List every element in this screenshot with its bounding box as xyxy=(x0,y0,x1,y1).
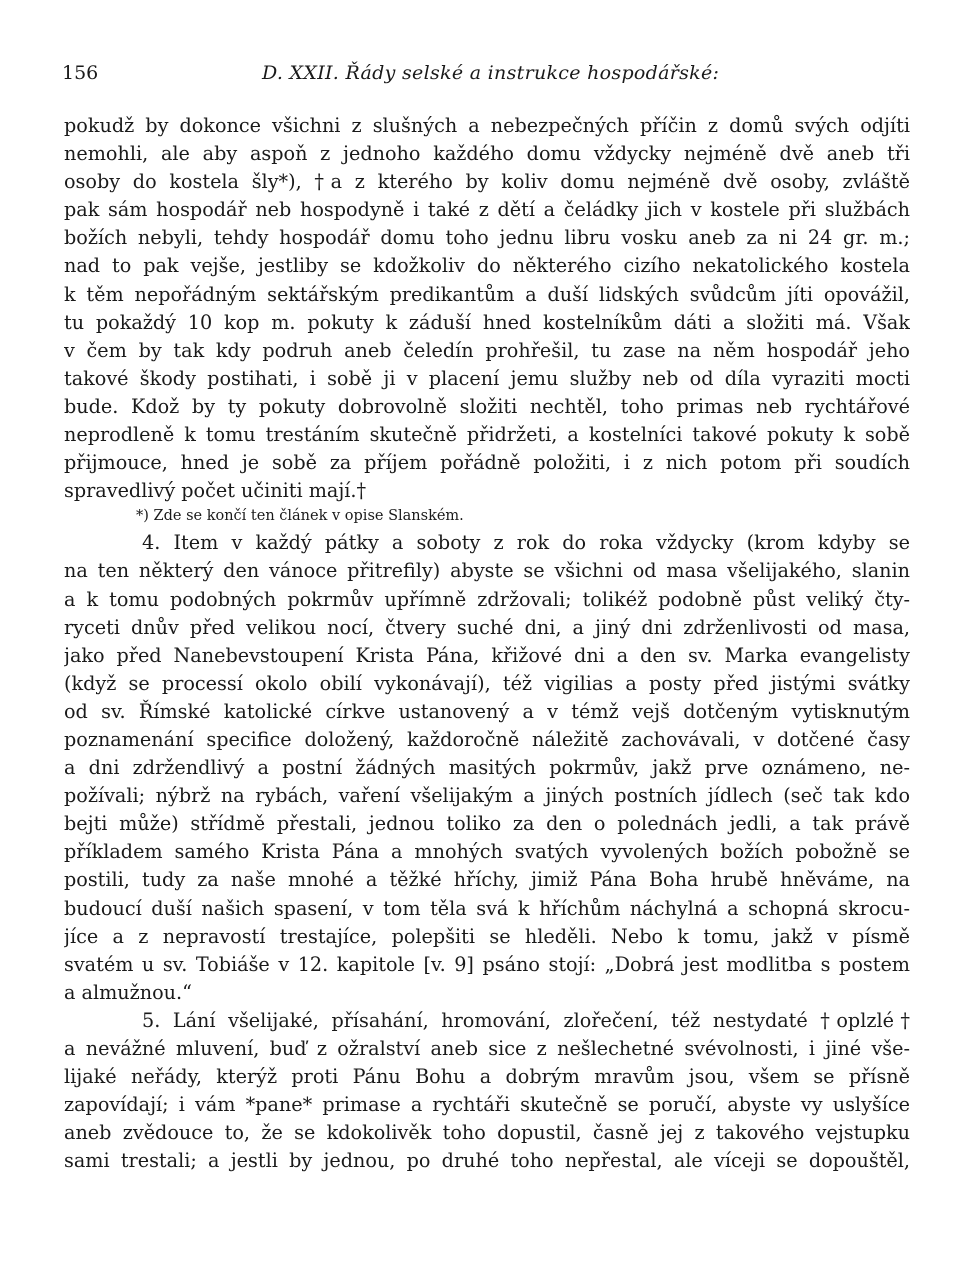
text-line: příkladem samého Krista Pána a mnohých svatých vyvolených božích pobožně se xyxy=(64,840,910,864)
footnote: *) Zde se končí ten článek v opise Slanském. xyxy=(136,508,464,525)
text-line: v čem by tak kdy podruh aneb čeledín prohřešil, tu zase na něm hospodář jeho xyxy=(64,338,910,362)
text-line: poznamenání specifice doložený, každoročně náležitě zachovávali, v dotčené časy xyxy=(64,727,910,751)
text-line: jako před Nanebevstoupení Krista Pána, křižové dni a den sv. Marka evangelisty xyxy=(64,643,910,667)
text-line: 4. Item v každý pátky a soboty z rok do roka vždycky (krom kdyby se xyxy=(142,531,910,555)
paragraph-4 xyxy=(64,529,910,1007)
text-line: pokudž by dokonce všichni z slušných a nebezpečných příčin z domů svých odjíti xyxy=(64,114,910,137)
text-line: od sv. Římské katolické církve ustanovený a v témž vejš dotčeným vytisknutým xyxy=(64,699,910,723)
text-line: postili, tudy za naše mnohé a těžké hříchy, jimiž Pána Boha hrubě hněváme, na xyxy=(64,868,910,892)
body-text xyxy=(64,112,910,1175)
text-line: požívali; nýbrž na rybách, vaření všelijakým a jiných postních jídlech (seč tak kdo xyxy=(64,784,910,808)
text-line: osoby do kostela šly*), †a z kterého by koliv domu nejméně dvě osoby, zvláště xyxy=(64,170,910,194)
text-line: a dni zdržendlivý a postní žádných masitých pokrmův, jakž prve oznámeno, ne- xyxy=(64,756,910,780)
page-number: 156 xyxy=(62,62,99,84)
text-line: nad to pak vejše, jestliby se kdožkoliv do některého cizího nekatolického kostela xyxy=(64,254,910,278)
text-line: neprodleně k tomu trestáním skutečně přidržeti, a kostelníci takové pokuty k sobě xyxy=(64,423,910,447)
text-line: bude. Kdož by ty pokuty dobrovolně složiti nechtěl, toho primas neb rychtářové xyxy=(64,394,910,418)
text-line: a almužnou.“ xyxy=(64,980,192,1004)
text-line: budoucí duší našich spasení, v tom těla svá k hříchům náchylná a schopná skrocu- xyxy=(64,896,910,920)
text-line: tu pokaždý 10 kop m. pokuty k záduší hned kostelníkům dáti a složiti má. Však xyxy=(64,310,910,334)
page-header xyxy=(62,62,908,92)
text-line: božích nebyli, tehdy hospodář domu toho jednu libru vosku aneb za ni 24 gr. m.; xyxy=(64,226,910,250)
text-line: nemohli, ale aby aspoň z jednoho každého domu vždycky nejméně dvě aneb tři xyxy=(64,142,910,166)
text-line: bejti může) střídmě přestali, jednou toliko za den o polednách jedli, a tak právě xyxy=(64,812,910,836)
text-line: 5. Lání všelijaké, přísahání, hromování, zlořečení, též nestydaté †oplzlé† xyxy=(142,1008,910,1032)
text-line: pak sám hospodář neb hospodyně i také z dětí a čeládky jich v kostele při službách xyxy=(64,198,910,222)
text-line: takové škody postihati, i sobě ji v placení jemu služby neb od díla vyraziti mocti xyxy=(64,366,910,390)
text-line: zapovídají; i vám *pane* primase a rychtáři skutečně se poručí, abyste vy uslyšíce xyxy=(64,1093,910,1117)
text-line: k těm nepořádným sektářským predikantům a duší lidských svůdcům jíti opovážil, xyxy=(64,282,910,306)
paragraph-1 xyxy=(64,112,910,505)
text-line: přijmouce, hned je sobě za příjem pořádně položiti, i z nich potom při soudích xyxy=(64,451,910,475)
text-line: a k tomu podobných pokrmův upřímně zdržovali; tolikéž podobně půst veliký čty- xyxy=(64,587,910,611)
text-line: (když se processí okolo obilí vykonávají), též vigilias a posty před jistými svátky xyxy=(64,671,910,695)
paragraph-5 xyxy=(64,1007,910,1176)
text-line: spravedlivý počet učiniti mají.† xyxy=(64,479,367,503)
text-line: ryceti dnův před velikou nocí, čtvery suché dni, a jiný dni zdrženlivosti od masa, xyxy=(64,615,910,639)
text-line: aneb zvědouce to, že se kdokolivěk toho dopustil, časně jej z takového vejstupku xyxy=(64,1121,910,1145)
text-line: lijaké neřády, kterýž proti Pánu Bohu a dobrým mravům jsou, všem se přísně xyxy=(64,1065,910,1089)
text-line: svatém u sv. Tobiáše v 12. kapitole [v. 9] psáno stojí: „Dobrá jest modlitba s postem xyxy=(64,952,910,976)
text-line: jíce a z nepravostí trestajíce, polepšiti se hleděli. Nebo k tomu, jakž v písmě xyxy=(64,924,910,948)
text-line: a nevážné mluvení, buď z ožralství aneb sice z nešlechetné svévolnosti, i jiné vše- xyxy=(64,1037,910,1060)
running-title: D. XXII. Řády selské a instrukce hospodářské: xyxy=(262,62,720,84)
text-line: sami trestali; a jestli by jednou, po druhé toho nepřestal, ale víceji se dopouštěl, xyxy=(64,1149,910,1173)
text-line: na ten některý den vánoce přitrefily) abyste se všichni od masa všelijakého, slanin xyxy=(64,559,910,583)
